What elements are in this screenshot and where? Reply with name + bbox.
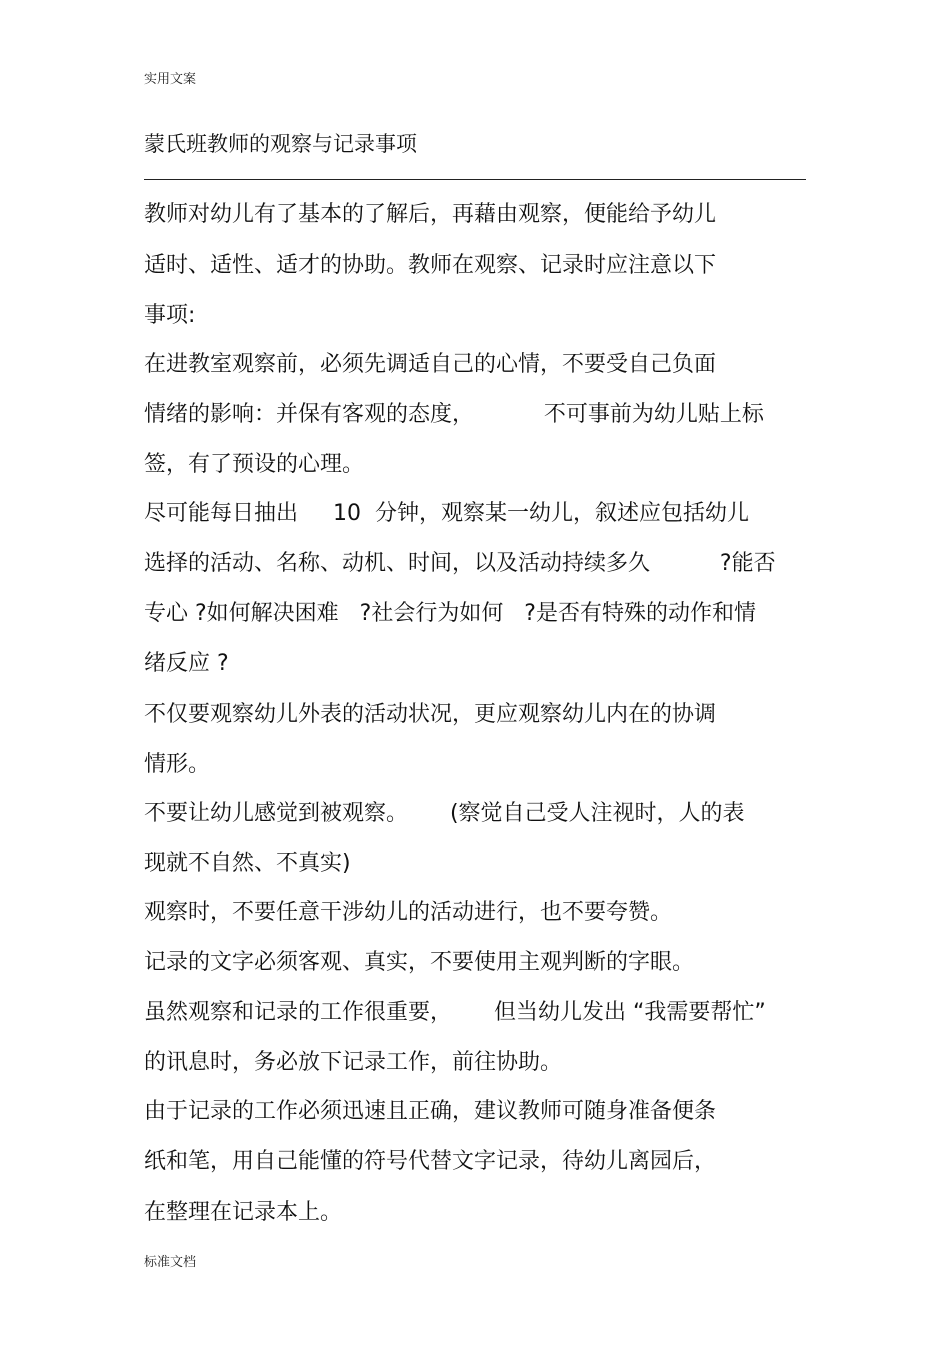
document-title: 蒙氏班教师的观察与记录事项: [144, 132, 417, 156]
body-line: 的讯息时，务必放下记录工作，前往协助。: [144, 1050, 563, 1075]
body-line: 在整理在记录本上。: [144, 1200, 343, 1225]
body-line: 不仅要观察幼儿外表的活动状况，更应观察幼儿内在的协调: [144, 702, 717, 727]
body-line: 情绪的影响：并保有客观的态度， 不可事前为幼儿贴上标: [144, 402, 764, 427]
body-line: 情形。: [144, 752, 211, 777]
body-line: 纸和笔，用自己能懂的符号代替文字记录，待幼儿离园后，: [144, 1149, 717, 1174]
body-line: 观察时，不要任意干涉幼儿的活动进行，也不要夸赞。: [144, 900, 673, 925]
body-line: 专心 ?如何解决困难 ?社会行为如何 ?是否有特殊的动作和情: [144, 601, 756, 626]
page-header-label: 实用文案: [144, 72, 197, 87]
body-line: 教师对幼儿有了基本的了解后，再藉由观察，便能给予幼儿: [144, 202, 717, 227]
body-line: 事项:: [144, 303, 196, 328]
body-line: 虽然观察和记录的工作很重要， 但当幼儿发出 “我需要帮忙”: [144, 1000, 766, 1025]
body-line: 由于记录的工作必须迅速且正确，建议教师可随身准备便条: [144, 1099, 717, 1124]
body-line: 不要让幼儿感觉到被观察。 (察觉自己受人注视时，人的表: [144, 801, 745, 826]
body-line: 尽可能每日抽出 10 分钟，观察某一幼儿，叙述应包括幼儿: [144, 501, 749, 526]
body-line: 在进教室观察前，必须先调适自己的心情，不要受自己负面: [144, 352, 717, 377]
title-divider: [144, 179, 806, 180]
body-line: 记录的文字必须客观、真实，不要使用主观判断的字眼。: [144, 950, 695, 975]
body-line: 选择的活动、名称、动机、时间，以及活动持续多久 ?能否: [144, 551, 776, 576]
body-line: 适时、适性、适才的协助。教师在观察、记录时应注意以下: [144, 253, 717, 278]
body-line: 绪反应 ?: [144, 651, 229, 676]
body-line: 现就不自然、不真实): [144, 851, 351, 876]
page-footer-label: 标准文档: [144, 1255, 197, 1270]
body-line: 签，有了预设的心理。: [144, 452, 365, 477]
